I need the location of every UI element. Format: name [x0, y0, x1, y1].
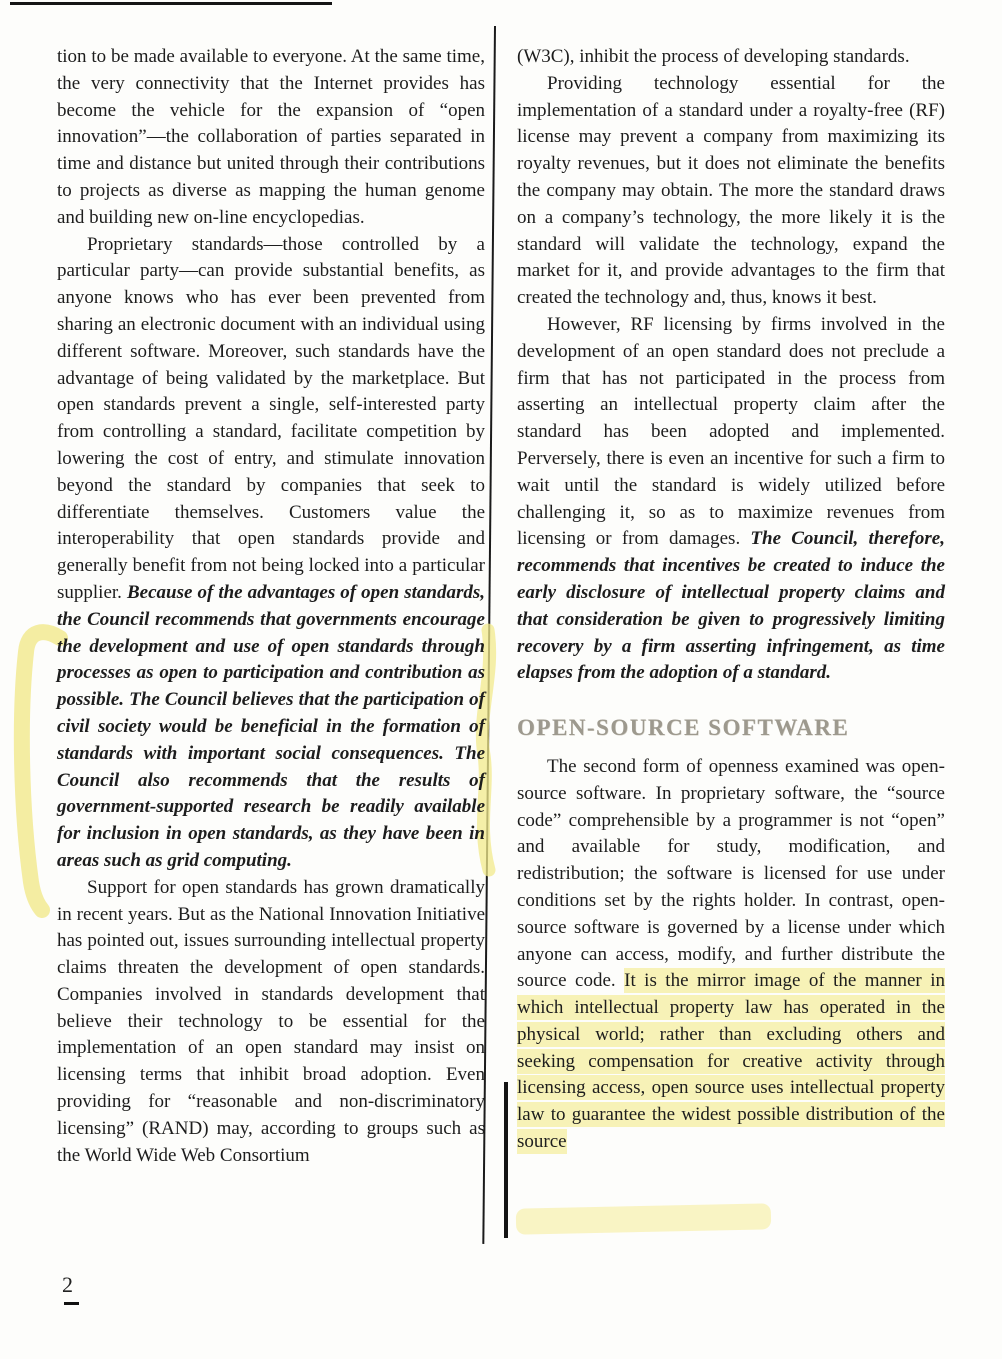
paragraph [517, 44, 945, 71]
scan-artifact-line [10, 2, 332, 5]
paragraph [57, 44, 485, 232]
body-text: Support for open standards has grown dramatically in recent years. But as the National Innovation Initiative has pointed out, issues surrounding intellectual property claims threaten the development of open standards. Companies involved in standards development that believe their technology to be essential for the implementation of an open standard may insist on licensing terms that inhibit broad adoption. Even providing for “reasonable and non-discriminatory licensing” (RAND) may, according to groups such as the World Wide Web Consortium [57, 876, 485, 1166]
paragraph [57, 875, 485, 1170]
highlighted-text: It is the mirror image of the manner in which intellectual property law has operated in the physical world; rather than excluding others and seeking compensation for creative activity through licensing access, open source uses intellectual property law to guarantee the widest possible distribution of the source [517, 970, 945, 1153]
highlighter-overrun-mark [516, 1203, 771, 1234]
paragraph [517, 71, 945, 312]
section-heading-open-source-software: OPEN-SOURCE SOFTWARE [517, 715, 850, 741]
body-text: tion to be made available to everyone. At the same time, the very connectivity that the Internet provides has become the vehicle for the expansion of “open innovation”—the collaboration of parties separated in time and distance but united through their contributions to projects as diverse as mapping the human genome and building new on-line encyclopedias. [57, 46, 485, 228]
page-number: 2 [62, 1272, 73, 1297]
paragraph [517, 754, 945, 1156]
page-number-underline [64, 1302, 79, 1305]
paragraph [517, 312, 945, 687]
body-text: The second form of openness examined was open-source software. In proprietary software, the “source code” comprehensible by a programmer is not “open” and available for study, modification, and redistribution; the software is licensed for use under conditions set by the rights holder. In contrast, open-source software is governed by a license under which anyone can access, modify, and further distribute the source code. [517, 755, 945, 992]
body-text: Proprietary standards—those controlled by a particular party—can provide substantial benefits, as anyone knows who has ever been prevented from sharing an electronic document with an individual using different software. Moreover, such standards have the advantage of being validated by the marketplace. But open standards prevent a single, self-interested party from controlling a standard, facilitate competition by lowering the cost of entry, and stimulate innovation beyond the standard by companies that seek to differentiate themselves. Customers value the interoperability that open standards provide and generally benefit from not being locked into a particular supplier. [57, 233, 485, 603]
right-text-column [517, 44, 945, 1156]
body-text: Providing technology essential for the implementation of a standard under a royalty-free (RF) license may prevent a company from maximizing its royalty revenues, but it does not eliminate the benefits the company may obtain. The more the standard draws on a company’s technology, the more likely it is the standard will validate the technology, expand the market for it, and provide advantages to the firm that created the technology and, thus, knows it best. [517, 72, 945, 309]
council-recommendation-emphasis-text: The Council, therefore, recommends that incentives be created to induce the early disclosure of intellectual property claims and that consideration be given to progressively limiting recovery by a firm asserting infringement, as time elapses from the adoption of a standard. [517, 528, 945, 684]
body-text: (W3C), inhibit the process of developing standards. [517, 46, 910, 67]
column-divider-rule-thick-segment [504, 1082, 508, 1238]
paragraph [57, 232, 485, 875]
council-recommendation-emphasis-text: Because of the advantages of open standards, the Council recommends that governments encourage the development and use of open standards through processes as open to participation and contribution as possible. The Council believes that the participation of civil society would be beneficial in the formation of standards with important social consequences. The Council also recommends that the results of government-supported research be readily available for inclusion in open standards, as they have been in areas such as grid computing. [57, 581, 485, 871]
left-text-column [57, 44, 485, 1169]
body-text: However, RF licensing by firms involved in the development of an open standard does not preclude a firm that has not participated in the process from asserting an intellectual property claim after the standard has been adopted and implemented. Perversely, there is even an incentive for such a firm to wait until the standard is widely utilized before challenging it, so as to maximize revenues from licensing or from damages. [517, 313, 945, 550]
